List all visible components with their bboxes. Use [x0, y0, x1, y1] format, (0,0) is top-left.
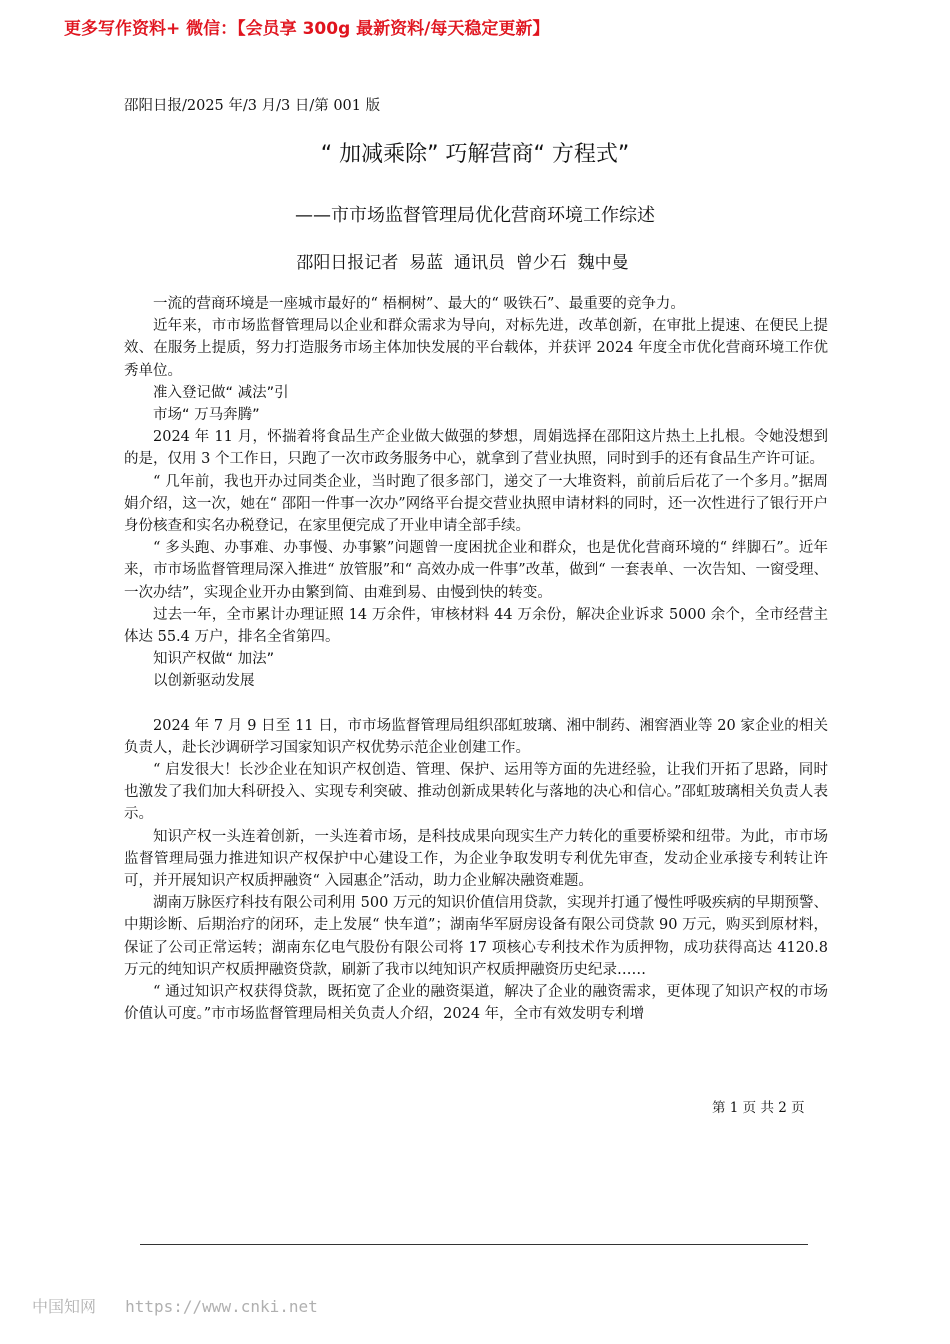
footer-divider: [140, 1244, 808, 1245]
watermark-name: 中国知网: [32, 1297, 97, 1316]
promo-banner: 更多写作资料+ 微信：【会员享 300g 最新资料/每天稳定更新】: [64, 19, 550, 39]
article-paragraph: 2024 年 11 月，怀揣着将食品生产企业做大做强的梦想，周娟选择在邵阳这片热土上扎根。令她没想到的是，仅用 3 个工作日，只跑了一次市政务服务中心，就拿到了营业执照，同时到手的还有食品生产许可证。: [124, 429, 828, 468]
article-paragraph: 知识产权一头连着创新，一头连着市场，是科技成果向现实生产力转化的重要桥梁和纽带。为此，市市场监督管理局强力推进知识产权保护中心建设工作，为企业争取发明专利优先审查，发动企业承接专利转让许可，并开展知识产权质押融资“ 入园惠企”活动，助力企业解决融资难题。: [124, 828, 828, 890]
section-subhead: 知识产权做“ 加法”: [153, 651, 275, 668]
article-paragraph: 湖南万脉医疗科技有限公司利用 500 万元的知识价值信用贷款，实现并打通了慢性呼吸疾病的早期预警、中期诊断、后期治疗的闭环，走上发展“ 快车道”；湖南华军厨房设备有限公司贷款 90 万元，购买到原材料，保证了公司正常运转；湖南东亿电气股份有限公司将 17 项核心专利技术作为质押物，成功获得高达 4120.8 万元的纯知识产权质押融资贷款，刷新了我市以纯知识产权质押融资历史纪录……: [124, 895, 828, 978]
page-number: 第 1 页 共 2 页: [712, 1100, 805, 1116]
article-paragraph: “ 通过知识产权获得贷款，既拓宽了企业的融资渠道，解决了企业的融资需求，更体现了知识产权的市场价值认可度。”市市场监督管理局相关负责人介绍，2024 年，全市有效发明专利增: [124, 984, 828, 1023]
article-paragraph: 近年来，市市场监督管理局以企业和群众需求为导向，对标先进，改革创新，在审批上提速、在便民上提效、在服务上提质，努力打造服务市场主体加快发展的平台载体，并获评 2024 年度全市优化营商环境工作优秀单位。: [124, 318, 828, 379]
article-paragraph: 一流的营商环境是一座城市最好的“ 梧桐树”、最大的“ 吸铁石”、最重要的竞争力。: [153, 296, 685, 312]
article-byline: 邵阳日报记者 易蓝 通讯员 曾少石 魏中曼: [296, 253, 629, 273]
watermark-url: https://www.cnki.net: [125, 1297, 318, 1316]
article-paragraph: “ 几年前，我也开办过同类企业，当时跑了很多部门，递交了一大堆资料，前前后后花了一个多月。”据周娟介绍，这一次，她在“ 邵阳一件事一次办”网络平台提交营业执照申请材料的同时，还一次性进行了银行开户身份核查和实名办税登记，在家里便完成了开业申请全部手续。: [124, 473, 828, 535]
article-paragraph: 过去一年，全市累计办理证照 14 万余件，审核材料 44 万余份，解决企业诉求 5000 余个，全市经营主体达 55.4 万户，排名全省第四。: [124, 606, 828, 646]
source-line: 邵阳日报/2025 年/3 月/3 日/第 001 版: [124, 98, 381, 114]
cnki-watermark: [32, 1294, 318, 1317]
article-subheadline: ——市市场监督管理局优化营商环境工作综述: [295, 205, 655, 226]
article-headline: “ 加减乘除” 巧解营商“ 方程式”: [320, 142, 630, 167]
paragraph-gap: [124, 693, 828, 715]
article-body: [124, 293, 828, 1026]
section-subhead: 市场“ 万马奔腾”: [153, 407, 260, 424]
article-paragraph: “ 多头跑、办事难、办事慢、办事繁”问题曾一度困扰企业和群众，也是优化营商环境的“ 绊脚石”。近年来，市市场监督管理局深入推进“ 放管服”和“ 高效办成一件事”改革，做到“ 一套表单、一次告知、一窗受理、一次办结”，实现企业开办由繁到简、由难到易、由慢到快的转变。: [124, 540, 828, 601]
article-paragraph: 2024 年 7 月 9 日至 11 日，市市场监督管理局组织邵虹玻璃、湘中制药、湘窖酒业等 20 家企业的相关负责人，赴长沙调研学习国家知识产权优势示范企业创建工作。: [124, 717, 828, 756]
section-subhead: 准入登记做“ 减法”引: [153, 384, 289, 401]
article-paragraph: “ 启发很大！长沙企业在知识产权创造、管理、保护、运用等方面的先进经验，让我们开拓了思路，同时也激发了我们加大科研投入、实现专利突破、推动创新成果转化与落地的决心和信心。”邵虹玻璃相关负责人表示。: [124, 762, 828, 823]
article-paragraph: 以创新驱动发展: [153, 673, 255, 690]
